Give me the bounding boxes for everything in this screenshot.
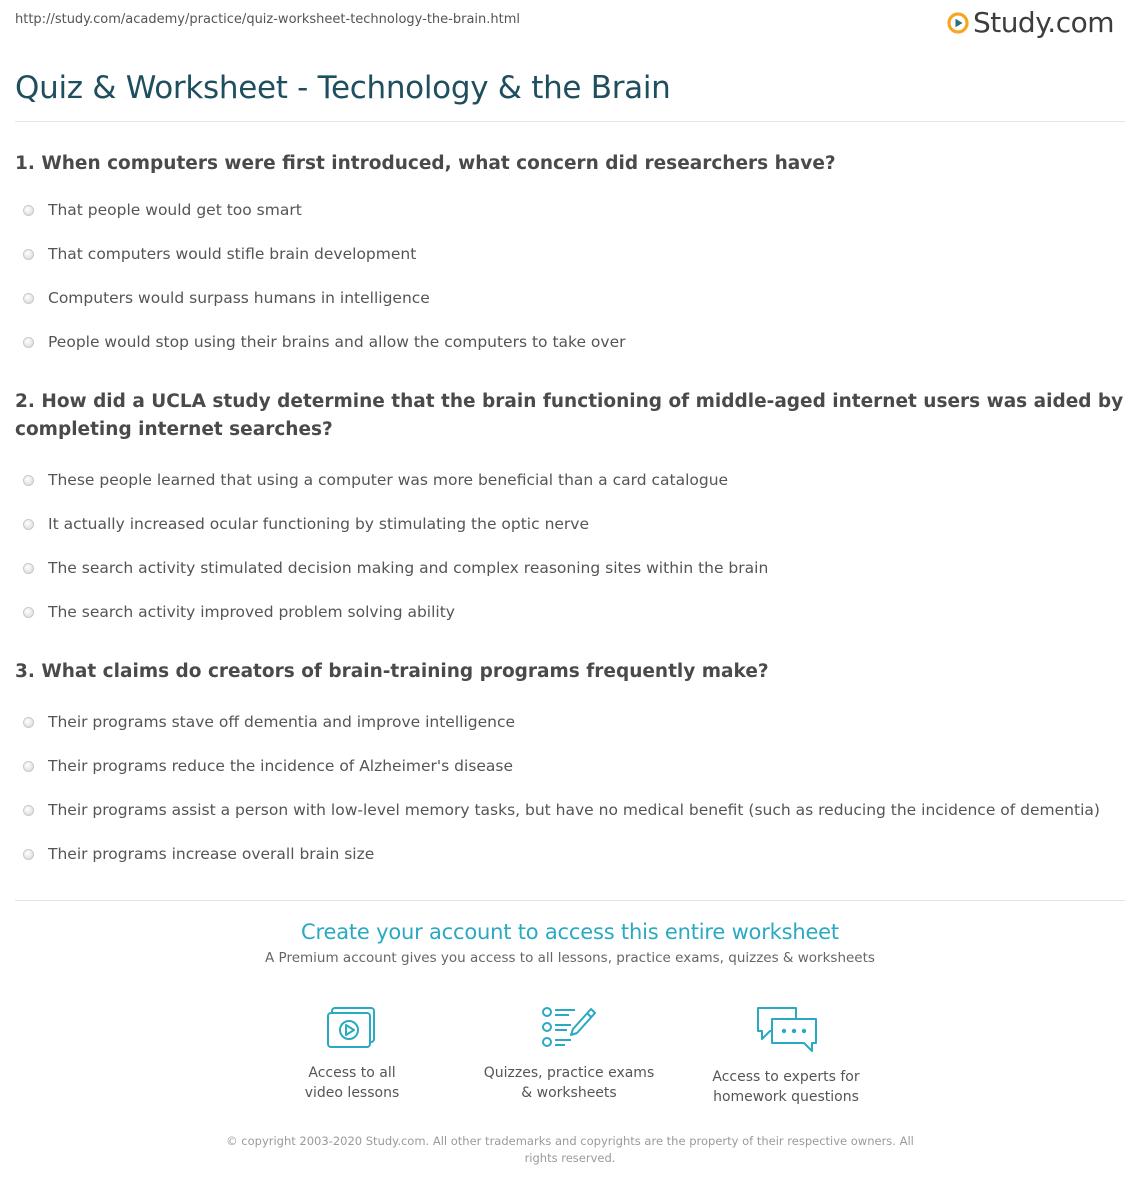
answer-text: It actually increased ocular functioning by stimulating the optic nerve bbox=[48, 515, 590, 533]
answer-option[interactable] bbox=[15, 832, 1125, 876]
radio-button-icon[interactable] bbox=[23, 607, 34, 618]
page-url: http://study.com/academy/practice/quiz-worksheet-technology-the-brain.html bbox=[15, 12, 521, 27]
signup-cta bbox=[0, 920, 1140, 966]
answer-text: Their programs increase overall brain size bbox=[48, 845, 375, 863]
answer-text: Their programs stave off dementia and improve intelligence bbox=[48, 713, 516, 731]
question-list bbox=[15, 150, 1125, 900]
premium-features bbox=[0, 1005, 1140, 1105]
answer-option[interactable] bbox=[15, 276, 1125, 320]
answer-option[interactable] bbox=[15, 700, 1125, 744]
radio-button-icon[interactable] bbox=[23, 293, 34, 304]
answer-option[interactable] bbox=[15, 320, 1125, 364]
answer-text: That computers would stifle brain development bbox=[48, 245, 417, 263]
question-1 bbox=[15, 150, 1125, 364]
feature-label: Access to experts for homework questions bbox=[712, 1069, 860, 1105]
feature-quizzes bbox=[479, 1005, 659, 1103]
answer-text: That people would get too smart bbox=[48, 201, 302, 219]
question-2 bbox=[15, 388, 1125, 634]
checklist-pencil-icon bbox=[541, 1005, 597, 1051]
copyright-footer bbox=[0, 1133, 1140, 1167]
question-text: 3. What claims do creators of brain-training programs frequently make? bbox=[15, 661, 769, 682]
feature-video-lessons bbox=[262, 1005, 442, 1103]
radio-button-icon[interactable] bbox=[23, 849, 34, 860]
play-circle-icon bbox=[947, 12, 969, 34]
study-logo[interactable] bbox=[947, 6, 1114, 40]
title-divider bbox=[15, 121, 1125, 122]
cta-subtitle: A Premium account gives you access to all lessons, practice exams, quizzes & worksheets bbox=[265, 950, 875, 966]
answer-option[interactable] bbox=[15, 546, 1125, 590]
radio-button-icon[interactable] bbox=[23, 717, 34, 728]
radio-button-icon[interactable] bbox=[23, 761, 34, 772]
answer-option[interactable] bbox=[15, 744, 1125, 788]
answer-text: Their programs assist a person with low-level memory tasks, but have no medical benefit (such as reducing the incidence of dementia) bbox=[48, 801, 1100, 819]
cta-divider bbox=[15, 900, 1125, 901]
video-lessons-icon bbox=[326, 1005, 378, 1051]
radio-button-icon[interactable] bbox=[23, 249, 34, 260]
answer-text: The search activity improved problem solving ability bbox=[48, 603, 455, 621]
radio-button-icon[interactable] bbox=[23, 475, 34, 486]
feature-experts bbox=[696, 1005, 876, 1107]
answer-options bbox=[15, 188, 1125, 364]
answer-option[interactable] bbox=[15, 788, 1125, 832]
answer-text: People would stop using their brains and allow the computers to take over bbox=[48, 333, 626, 351]
logo-wordmark: Study.com bbox=[972, 6, 1114, 39]
radio-button-icon[interactable] bbox=[23, 519, 34, 530]
radio-button-icon[interactable] bbox=[23, 805, 34, 816]
question-3 bbox=[15, 658, 1125, 876]
answer-options bbox=[15, 700, 1125, 876]
answer-text: The search activity stimulated decision making and complex reasoning sites within the brain bbox=[48, 559, 769, 577]
answer-options bbox=[15, 458, 1125, 634]
question-text: 2. How did a UCLA study determine that the brain functioning of middle-aged internet users was aided by completing internet searches? bbox=[15, 391, 1124, 440]
copyright-text: © copyright 2003-2020 Study.com. All other trademarks and copyrights are the property of their respective owners. All rights reserved. bbox=[226, 1134, 914, 1165]
answer-option[interactable] bbox=[15, 590, 1125, 634]
radio-button-icon[interactable] bbox=[23, 337, 34, 348]
answer-option[interactable] bbox=[15, 188, 1125, 232]
radio-button-icon[interactable] bbox=[23, 563, 34, 574]
answer-option[interactable] bbox=[15, 502, 1125, 546]
feature-label: Quizzes, practice exams & worksheets bbox=[483, 1065, 655, 1101]
answer-text: Computers would surpass humans in intelligence bbox=[48, 289, 430, 307]
answer-text: These people learned that using a computer was more beneficial than a card catalogue bbox=[48, 471, 729, 489]
answer-text: Their programs reduce the incidence of Alzheimer's disease bbox=[48, 757, 514, 775]
page-title: Quiz & Worksheet - Technology & the Brain bbox=[15, 70, 671, 106]
question-text: 1. When computers were first introduced, what concern did researchers have? bbox=[15, 153, 836, 174]
chat-bubbles-icon bbox=[754, 1005, 818, 1055]
answer-option[interactable] bbox=[15, 232, 1125, 276]
feature-label: Access to all video lessons bbox=[304, 1065, 400, 1101]
radio-button-icon[interactable] bbox=[23, 205, 34, 216]
answer-option[interactable] bbox=[15, 458, 1125, 502]
cta-title[interactable]: Create your account to access this entire worksheet bbox=[301, 920, 839, 944]
